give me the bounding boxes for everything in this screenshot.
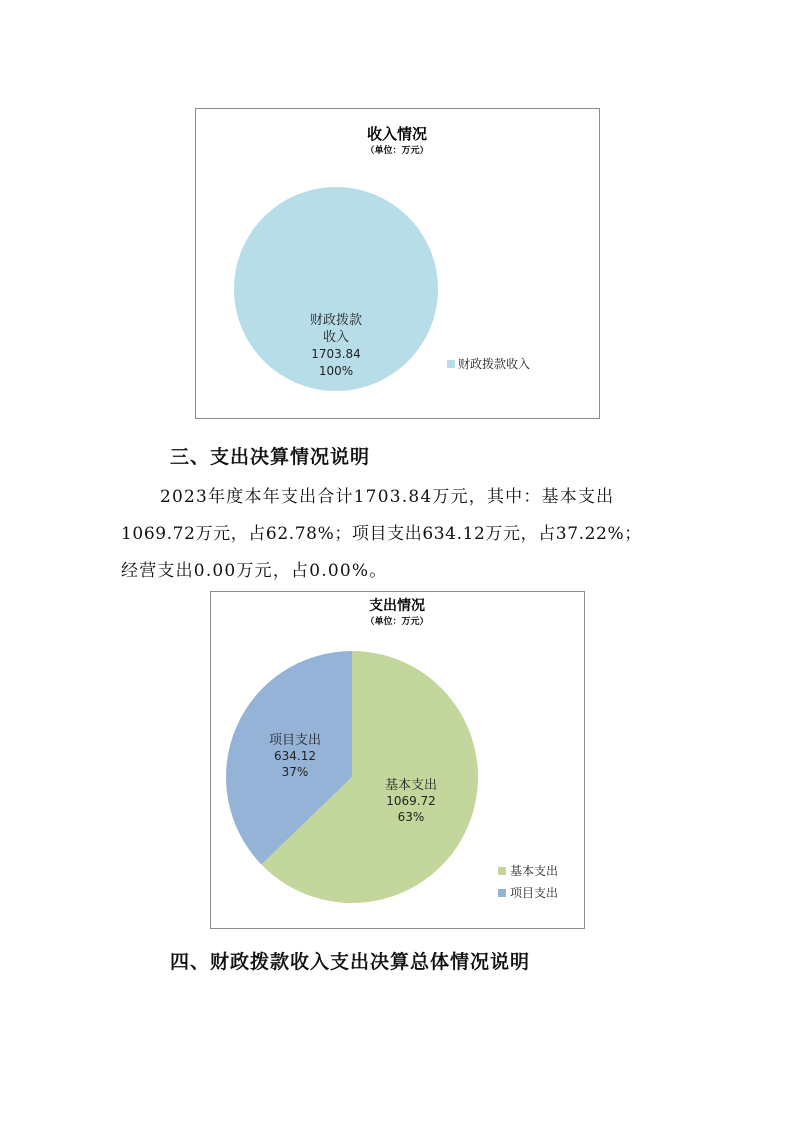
income-slice-label-line1: 财政拨款 [309,313,363,328]
expense-chart-unit: （单位：万元） [365,617,429,627]
expense-legend-swatch-basic [498,867,506,875]
income-legend-swatch [447,360,455,368]
income-chart-unit: （单位：万元） [365,146,429,156]
expense-project-label: 项目支出 [268,733,322,748]
expense-chart [210,591,585,929]
expense-legend-swatch-project [498,889,506,897]
expense-basic-label: 基本支出 [384,778,438,793]
expense-basic-value: 1069.72 [386,794,436,808]
income-chart [195,108,600,419]
section3-paragraph-line: 经营支出0.00万元，占0.00%。 [121,561,388,581]
section3-paragraph-line: 2023年度本年支出合计1703.84万元，其中：基本支出 [160,487,615,507]
income-slice-label-line2: 收入 [322,330,350,345]
expense-chart-title: 支出情况 [369,598,425,614]
expense-project-percent: 37% [281,765,309,779]
income-slice-value: 1703.84 [311,347,361,361]
income-slice-percent: 100% [318,364,354,378]
expense-chart-svg [211,592,584,928]
expense-project-value: 634.12 [274,749,316,763]
expense-legend-label-project: 项目支出 [510,886,559,900]
income-legend-label: 财政拨款收入 [458,357,531,371]
section3-paragraph-line: 1069.72万元，占62.78%；项目支出634.12万元，占37.22%； [121,524,642,544]
expense-basic-percent: 63% [397,810,425,824]
income-chart-title: 收入情况 [366,125,428,143]
income-chart-svg [196,109,599,418]
expense-legend-label-basic: 基本支出 [510,864,559,878]
section3-heading: 三、支出决算情况说明 [170,446,371,468]
section4-heading: 四、财政拨款收入支出决算总体情况说明 [170,951,531,973]
